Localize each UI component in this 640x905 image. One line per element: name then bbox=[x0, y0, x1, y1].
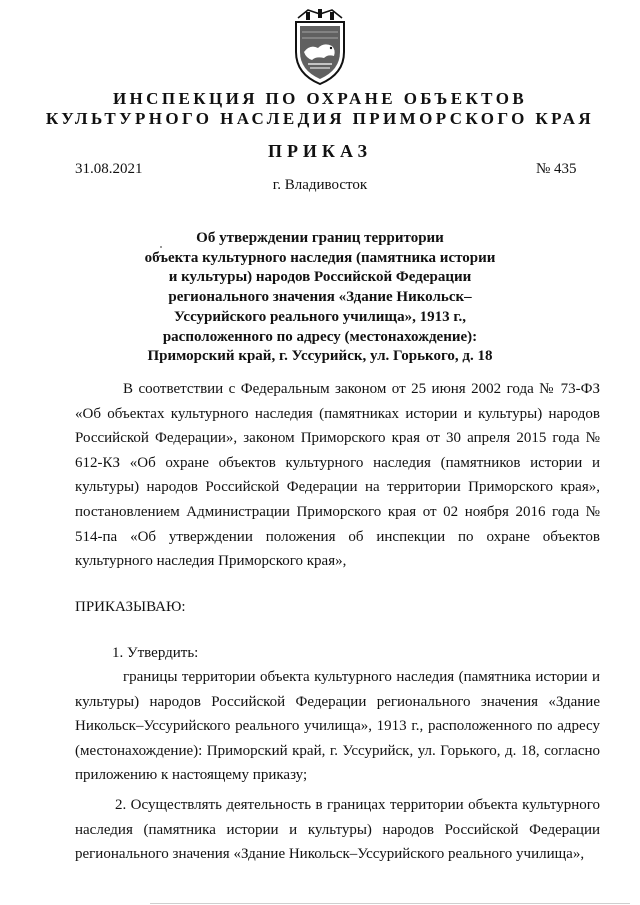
order-directive: ПРИКАЗЫВАЮ: bbox=[75, 599, 186, 615]
subject-line: расположенного по адресу (местонахождение): bbox=[162, 328, 478, 345]
item-1-label: 1. Утвердить: bbox=[112, 645, 199, 661]
organization-name-line-2: КУЛЬТУРНОГО НАСЛЕДИЯ ПРИМОРСКОГО КРАЯ bbox=[45, 109, 595, 128]
subject-line: и культуры) народов Российской Федерации bbox=[168, 269, 472, 286]
preamble-paragraph: В соответствии с Федеральным законом от 25 июня 2002 года № 73-ФЗ «Об объектах культурного наследия (памятниках истории и культуры) народов Российской Федерации», законом Приморского края от 30 апреля 2015 года № 612-КЗ «Об охране объектов культурного наследия (памятников истории и культуры) народов Российской Федерации на территории Приморского края», постановлением Администрации Приморского края от 02 ноября 2016 года № 514-па «Об утверждении положения об инспекции по охране объектов культурного наследия Приморского края», bbox=[75, 381, 600, 570]
subject-line: Об утверждении границ территории bbox=[196, 230, 444, 246]
subject-line: Уссурийского реального училища», 1913 г., bbox=[174, 308, 466, 325]
document-date: 31.08.2021 bbox=[75, 161, 143, 177]
coat-of-arms-emblem bbox=[290, 8, 350, 86]
item-1-text: границы территории объекта культурного наследия (памятника истории и культуры) народов Российской Федерации регионального значения «Здание Никольск–Уссурийского реального училища», 1913 г., расположенного по адресу (местонахождение): Приморский край, г. Уссурийск, ул. Горького, д. 18, согласно приложению к настоящему приказу; bbox=[75, 669, 600, 784]
document-subject bbox=[120, 229, 520, 367]
scan-edge-line bbox=[150, 903, 630, 904]
subject-line: регионального значения «Здание Никольск– bbox=[168, 289, 472, 306]
item-2-text: 2. Осуществлять деятельность в границах территории объекта культурного наследия (памятника истории и культуры) народов Российской Федерации регионального значения «Здание Никольск–Уссурийского реального училища», bbox=[75, 797, 600, 863]
document-type-title: ПРИКАЗ bbox=[267, 141, 373, 161]
subject-line: Приморский край, г. Уссурийск, ул. Горького, д. 18 bbox=[147, 348, 493, 365]
document-city: г. Владивосток bbox=[272, 177, 368, 193]
document-number: № 435 bbox=[536, 161, 577, 177]
subject-line: объекта культурного наследия (памятника истории bbox=[144, 249, 496, 266]
organization-name-line-1: ИНСПЕКЦИЯ ПО ОХРАНЕ ОБЪЕКТОВ bbox=[112, 89, 528, 108]
